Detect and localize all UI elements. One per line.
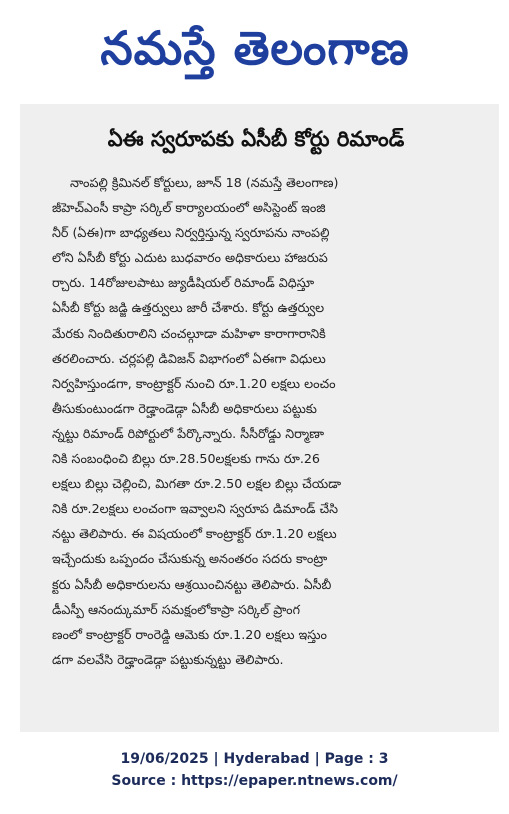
article-line: నిర్వహిస్తుండగా, కాంట్రాక్టర్ నుంచి రూ.1.20 లక్షలు లంచం xyxy=(52,375,336,391)
article-line: ర్చారు. 14రోజులపాటు జ్యుడీషియల్ రిమాండ్ విధిస్తూ xyxy=(52,275,315,291)
article-headline: ఏఈ స్వరూపకు ఏసీబీ కోర్టు రిమాండ్ xyxy=(107,127,405,151)
article-line: మేరకు నిందితురాలిని చంచల్గూడా మహిళా కారాగారానికి xyxy=(52,325,326,341)
masthead xyxy=(0,0,509,100)
article-line: తరలించారు. చర్లపల్లి డివిజన్ విభాగంలో ఏఈగా విధులు xyxy=(52,350,326,366)
article-line: ఏసీబీ కోర్టు జడ్జి ఉత్తర్వులు జారీ చేశారు. కోర్టు ఉత్తర్వుల xyxy=(52,300,325,316)
article-line: నికి సంబంధించి బిల్లు రూ.28.50లక్షలకు గాను రూ.26 xyxy=(52,451,321,467)
article-line: నీర్ (ఏఈ)గా బాధ్యతలు నిర్వర్తిస్తున్న స్వరూపను నాంపల్లి xyxy=(52,225,330,241)
newspaper-logo: నమస్తే తెలంగాణ xyxy=(100,21,410,75)
article-line: లోని ఏసీబీ కోర్టు ఎదుట బుధవారం అధికారులు హాజరుప xyxy=(52,250,328,266)
edition-info: 19/06/2025 | Hyderabad | Page : 3 xyxy=(120,751,389,767)
article-line: ఇచ్చేందుకు ఒప్పందం చేసుకున్న అనంతరం సదరు కాంట్రా xyxy=(52,551,328,567)
source-link[interactable]: Source : https://epaper.ntnews.com/ xyxy=(111,773,398,789)
article-line: జీహెచ్ఎంసీ కాప్రా సర్కిల్ కార్యాలయంలో అసిస్టెంట్ ఇంజి xyxy=(52,200,326,216)
article-line: ణంలో కాంట్రాక్టర్ రాంరెడ్డి ఆమెకు రూ.1.20 లక్షలు ఇస్తుం xyxy=(52,626,327,642)
article-line: తీసుకుంటుండగా రెడ్హాండెడ్గా ఏసీబీ అధికారులు పట్టుకు xyxy=(52,400,317,416)
article-line: డీఎస్పీ ఆనంద్కుమార్ సమక్షంలోకాప్రా సర్కిల్ ప్రాంగ xyxy=(52,601,300,617)
article-line: క్టరు ఏసీబీ అధికారులను ఆశ్రయించినట్టు తెలిపారు. ఏసీబీ xyxy=(52,576,332,592)
article-line: డగా వలవేసి రెడ్హాండెడ్గా పట్టుకున్నట్టు తెలిపారు. xyxy=(52,651,284,667)
article-body xyxy=(52,170,474,715)
article-line: నాంపల్లి క్రిమినల్ కోర్టులు, జూన్ 18 (నమస్తే తెలంగాణ) xyxy=(70,175,339,190)
article-line: లక్షలు బిల్లు చెల్లించి, మిగతా రూ.2.50 లక్షల బిల్లు చేయడా xyxy=(52,476,342,492)
page-footer xyxy=(0,748,509,798)
article-line: న్నట్టు రిమాండ్ రిపోర్టులో పేర్కొన్నారు. సీసీరోడ్డు నిర్మాణా xyxy=(52,425,324,441)
article-line: నట్టు తెలిపారు. ఈ విషయంలో కాంట్రాక్టర్ రూ.1.20 లక్షలు xyxy=(52,526,337,542)
article-line: నికి రూ.2లక్షలు లంచంగా ఇవ్వాలని స్వరూప డిమాండ్ చేసి xyxy=(52,501,339,517)
